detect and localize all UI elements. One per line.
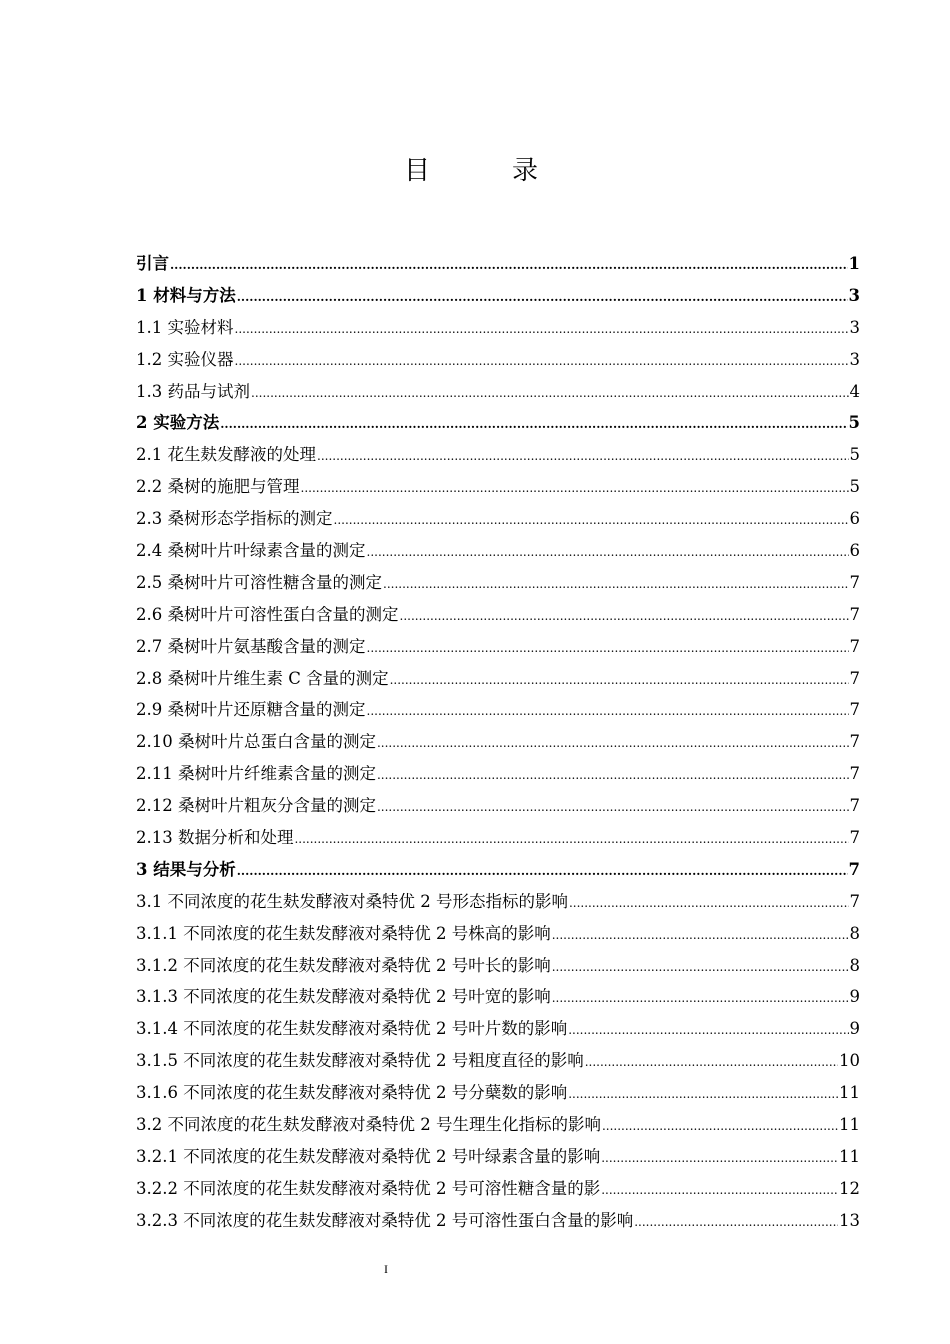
toc-entry-label: 2.7 桑树叶片氨基酸含量的测定	[136, 636, 366, 656]
toc-entry-page: 7	[849, 891, 860, 911]
toc-entry-page: 1	[848, 254, 860, 273]
toc-entry-label: 3.1.6 不同浓度的花生麸发酵液对桑特优 2 号分蘖数的影响	[136, 1083, 568, 1103]
toc-leader-dots	[235, 346, 849, 378]
toc-entry[interactable]	[136, 694, 860, 726]
toc-entry[interactable]	[136, 1173, 860, 1205]
page-title: 目 录	[403, 156, 566, 186]
toc-entry-page: 11	[839, 1146, 860, 1166]
toc-entry-label: 3.2.1 不同浓度的花生麸发酵液对桑特优 2 号叶绿素含量的影响	[136, 1146, 601, 1166]
toc-entry-page: 3	[848, 285, 860, 305]
toc-entry[interactable]	[136, 471, 860, 503]
toc-entry-page: 7	[849, 700, 860, 720]
toc-leader-dots	[602, 1111, 838, 1143]
toc-leader-dots	[569, 888, 849, 920]
toc-entry-label: 3.1 不同浓度的花生麸发酵液对桑特优 2 号形态指标的影响	[136, 891, 568, 911]
toc-entry-label: 3.1.1 不同浓度的花生麸发酵液对桑特优 2 号株高的影响	[136, 923, 551, 943]
toc-leader-dots	[170, 250, 848, 282]
toc-entry[interactable]	[136, 1013, 860, 1045]
toc-entry-page: 7	[848, 859, 860, 879]
toc-entry-label: 引言	[136, 254, 169, 273]
toc-entry-label: 2 实验方法	[136, 413, 220, 433]
toc-entry-label: 3.2 不同浓度的花生麸发酵液对桑特优 2 号生理生化指标的影响	[136, 1115, 601, 1135]
toc-leader-dots	[220, 409, 847, 441]
toc-entry[interactable]	[136, 248, 860, 280]
toc-entry[interactable]	[136, 407, 860, 439]
toc-entry[interactable]	[136, 503, 860, 535]
toc-entry[interactable]	[136, 918, 860, 950]
toc-entry-page: 11	[839, 1115, 860, 1135]
toc-entry-page: 5	[849, 477, 860, 497]
toc-entry-label: 2.10 桑树叶片总蛋白含量的测定	[136, 732, 376, 752]
toc-entry-label: 1.3 药品与试剂	[136, 381, 250, 401]
toc-entry-label: 2.6 桑树叶片可溶性蛋白含量的测定	[136, 604, 399, 624]
toc-entry-page: 7	[849, 764, 860, 784]
toc-entry-label: 3.1.4 不同浓度的花生麸发酵液对桑特优 2 号叶片数的影响	[136, 1019, 568, 1039]
toc-leader-dots	[552, 983, 849, 1015]
toc-entry-page: 10	[839, 1051, 860, 1071]
toc-entry-page: 7	[849, 604, 860, 624]
toc-leader-dots	[383, 569, 849, 601]
toc-leader-dots	[585, 1047, 838, 1079]
toc-entry-page: 9	[849, 987, 860, 1007]
toc-entry-page: 6	[849, 509, 860, 529]
toc-entry[interactable]	[136, 599, 860, 631]
toc-leader-dots	[377, 792, 849, 824]
toc-entry[interactable]	[136, 535, 860, 567]
toc-leader-dots	[601, 1143, 838, 1175]
toc-leader-dots	[634, 1207, 838, 1239]
toc-entry-page: 7	[849, 732, 860, 752]
toc-entry-label: 1.2 实验仪器	[136, 349, 234, 369]
toc-leader-dots	[552, 920, 849, 952]
toc-entry[interactable]	[136, 631, 860, 663]
table-of-contents	[136, 248, 860, 1237]
toc-entry[interactable]	[136, 663, 860, 695]
toc-leader-dots	[294, 824, 848, 856]
toc-entry-page: 5	[848, 413, 860, 433]
toc-entry[interactable]	[136, 950, 860, 982]
toc-entry[interactable]	[136, 822, 860, 854]
toc-entry-page: 8	[849, 923, 860, 943]
toc-entry[interactable]	[136, 886, 860, 918]
toc-entry[interactable]	[136, 1045, 860, 1077]
toc-entry-page: 3	[849, 349, 860, 369]
toc-leader-dots	[237, 856, 848, 888]
toc-entry[interactable]	[136, 344, 860, 376]
toc-leader-dots	[400, 601, 849, 633]
toc-entry-page: 13	[839, 1210, 860, 1230]
toc-entry-label: 2.2 桑树的施肥与管理	[136, 477, 300, 497]
toc-entry-page: 3	[849, 317, 860, 337]
toc-leader-dots	[552, 952, 849, 984]
toc-entry[interactable]	[136, 758, 860, 790]
toc-entry-label: 3.2.2 不同浓度的花生麸发酵液对桑特优 2 号可溶性糖含量的影	[136, 1178, 601, 1198]
toc-leader-dots	[601, 1175, 838, 1207]
toc-entry-page: 7	[849, 828, 860, 848]
toc-leader-dots	[377, 728, 849, 760]
toc-leader-dots	[568, 1079, 838, 1111]
toc-entry[interactable]	[136, 1077, 860, 1109]
toc-entry-page: 7	[849, 572, 860, 592]
toc-entry-label: 3.1.3 不同浓度的花生麸发酵液对桑特优 2 号叶宽的影响	[136, 987, 551, 1007]
toc-entry[interactable]	[136, 1109, 860, 1141]
toc-entry-label: 1 材料与方法	[136, 285, 236, 305]
toc-leader-dots	[390, 665, 849, 697]
toc-entry[interactable]	[136, 1205, 860, 1237]
toc-entry-page: 7	[849, 636, 860, 656]
toc-entry-page: 7	[849, 668, 860, 688]
toc-entry-label: 2.5 桑树叶片可溶性糖含量的测定	[136, 572, 382, 592]
toc-leader-dots	[317, 441, 849, 473]
toc-entry-page: 9	[849, 1019, 860, 1039]
page-number: I	[384, 1262, 388, 1276]
toc-entry-page: 6	[849, 541, 860, 561]
toc-entry-label: 3.2.3 不同浓度的花生麸发酵液对桑特优 2 号可溶性蛋白含量的影响	[136, 1210, 634, 1230]
toc-entry[interactable]	[136, 567, 860, 599]
toc-entry[interactable]	[136, 790, 860, 822]
toc-leader-dots	[251, 378, 849, 410]
toc-entry-label: 3.1.2 不同浓度的花生麸发酵液对桑特优 2 号叶长的影响	[136, 955, 551, 975]
toc-entry-label: 2.13 数据分析和处理	[136, 828, 294, 848]
toc-entry-page: 4	[849, 381, 860, 401]
toc-entry-page: 12	[839, 1178, 860, 1198]
toc-entry-label: 2.1 花生麸发酵液的处理	[136, 445, 316, 465]
toc-entry-page: 8	[849, 955, 860, 975]
toc-leader-dots	[334, 505, 849, 537]
toc-leader-dots	[237, 282, 848, 314]
toc-leader-dots	[301, 473, 849, 505]
toc-entry-label: 1.1 实验材料	[136, 317, 234, 337]
toc-entry-label: 2.8 桑树叶片维生素 C 含量的测定	[136, 668, 389, 688]
toc-entry-label: 3.1.5 不同浓度的花生麸发酵液对桑特优 2 号粗度直径的影响	[136, 1051, 584, 1071]
toc-entry-page: 5	[849, 445, 860, 465]
toc-leader-dots	[367, 633, 849, 665]
toc-entry[interactable]	[136, 439, 860, 471]
toc-entry-label: 2.4 桑树叶片叶绿素含量的测定	[136, 541, 366, 561]
toc-entry-label: 2.3 桑树形态学指标的测定	[136, 509, 333, 529]
toc-entry-label: 2.9 桑树叶片还原糖含量的测定	[136, 700, 366, 720]
toc-entry-label: 2.11 桑树叶片纤维素含量的测定	[136, 764, 376, 784]
toc-leader-dots	[367, 537, 849, 569]
toc-entry[interactable]	[136, 312, 860, 344]
toc-entry[interactable]	[136, 280, 860, 312]
toc-entry[interactable]	[136, 376, 860, 408]
toc-entry-label: 3 结果与分析	[136, 859, 236, 879]
toc-entry[interactable]	[136, 726, 860, 758]
toc-entry[interactable]	[136, 981, 860, 1013]
toc-entry[interactable]	[136, 1141, 860, 1173]
toc-leader-dots	[568, 1015, 848, 1047]
toc-entry-page: 7	[849, 796, 860, 816]
toc-leader-dots	[367, 696, 849, 728]
toc-entry[interactable]	[136, 854, 860, 886]
toc-leader-dots	[377, 760, 849, 792]
toc-entry-label: 2.12 桑树叶片粗灰分含量的测定	[136, 796, 376, 816]
toc-leader-dots	[235, 314, 849, 346]
toc-entry-page: 11	[839, 1083, 860, 1103]
